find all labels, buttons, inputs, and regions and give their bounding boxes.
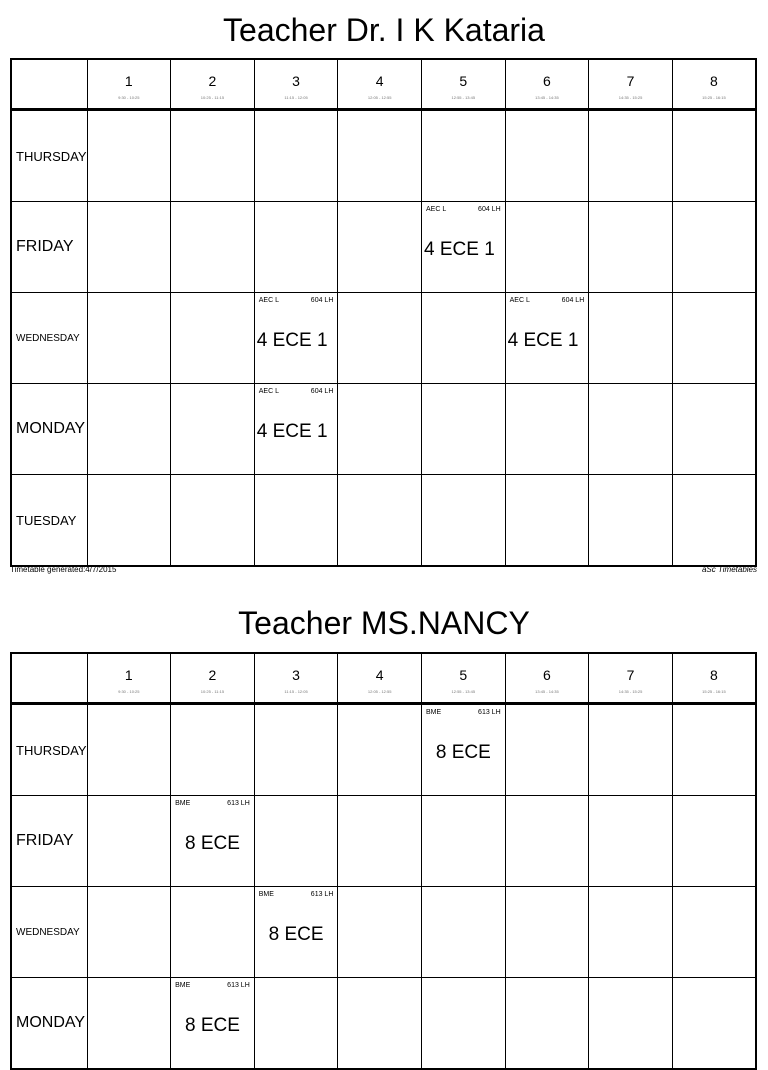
lesson-class: 8 ECE xyxy=(184,833,240,854)
empty-slot xyxy=(589,110,673,202)
period-header xyxy=(422,59,506,110)
empty-slot xyxy=(672,384,756,475)
timetable-grid xyxy=(10,652,757,1070)
empty-slot xyxy=(505,704,589,796)
period-number: 3 xyxy=(292,666,300,683)
empty-slot xyxy=(589,475,673,567)
period-header xyxy=(589,59,673,110)
period-header xyxy=(87,653,171,704)
empty-slot xyxy=(338,978,422,1070)
empty-slot xyxy=(422,384,506,475)
period-header xyxy=(87,59,171,110)
empty-slot xyxy=(254,475,338,567)
lesson-room: 604 LH xyxy=(561,297,585,304)
lesson-room: 613 LH xyxy=(227,800,250,807)
lesson-class: 8 ECE xyxy=(268,924,324,945)
period-header xyxy=(338,59,422,110)
empty-slot xyxy=(589,978,673,1070)
empty-slot xyxy=(171,110,255,202)
lesson-cell[interactable] xyxy=(422,704,506,796)
empty-slot xyxy=(87,978,171,1070)
empty-slot xyxy=(171,293,255,384)
empty-slot xyxy=(338,293,422,384)
period-header xyxy=(171,653,255,704)
lesson-cell[interactable] xyxy=(254,887,338,978)
day-row xyxy=(11,475,756,567)
empty-slot xyxy=(87,293,171,384)
lesson-room: 604 LH xyxy=(310,388,334,395)
empty-slot xyxy=(505,978,589,1070)
period-number: 8 xyxy=(710,666,718,683)
lesson-class: 4 ECE 1 xyxy=(256,330,328,351)
empty-slot xyxy=(589,293,673,384)
lesson-cell[interactable] xyxy=(505,293,589,384)
period-header xyxy=(171,59,255,110)
period-time: 14:35 - 15:25 xyxy=(618,94,643,100)
empty-slot xyxy=(171,202,255,293)
empty-slot xyxy=(254,978,338,1070)
day-row xyxy=(11,110,756,202)
day-row xyxy=(11,202,756,293)
period-time: 9:30 - 10:25 xyxy=(118,94,140,100)
lesson-cell[interactable] xyxy=(254,384,338,475)
period-number: 4 xyxy=(375,72,384,89)
day-row xyxy=(11,384,756,475)
lesson-subject: AEC L xyxy=(258,297,279,304)
period-time: 12:55 - 13:45 xyxy=(451,94,476,100)
period-time: 12:05 - 12:55 xyxy=(367,94,392,100)
empty-slot xyxy=(87,704,171,796)
empty-slot xyxy=(672,293,756,384)
period-header xyxy=(672,59,756,110)
timetable-grid xyxy=(10,58,757,567)
lesson-cell[interactable] xyxy=(422,202,506,293)
empty-slot xyxy=(338,202,422,293)
empty-slot xyxy=(171,475,255,567)
footer-generated-date: Timetable generated:4/7/2015 xyxy=(10,565,117,574)
day-label: FRIDAY xyxy=(11,202,87,293)
day-label: FRIDAY xyxy=(11,796,87,887)
empty-slot xyxy=(87,384,171,475)
lesson-room: 613 LH xyxy=(310,891,334,898)
day-label: MONDAY xyxy=(11,384,87,475)
lesson-class: 4 ECE 1 xyxy=(507,330,579,351)
period-time: 10:25 - 11:15 xyxy=(200,688,225,694)
period-header xyxy=(505,653,589,704)
empty-slot xyxy=(422,887,506,978)
period-number: 5 xyxy=(459,72,468,89)
lesson-subject: BME xyxy=(175,982,191,989)
empty-slot xyxy=(87,475,171,567)
day-label: MONDAY xyxy=(11,978,87,1070)
empty-slot xyxy=(589,887,673,978)
lesson-subject: AEC L xyxy=(426,206,447,213)
period-time: 13:45 - 14:35 xyxy=(535,94,559,100)
period-time: 9:30 - 10:25 xyxy=(118,688,140,694)
empty-slot xyxy=(254,110,338,202)
empty-slot xyxy=(589,704,673,796)
period-number: 4 xyxy=(375,666,384,683)
lesson-room: 604 LH xyxy=(310,297,334,304)
lesson-class: 8 ECE xyxy=(184,1015,240,1036)
empty-slot xyxy=(505,887,589,978)
lesson-room: 604 LH xyxy=(478,206,501,213)
day-row xyxy=(11,704,756,796)
period-number: 5 xyxy=(459,666,468,683)
period-number: 1 xyxy=(124,72,133,89)
lesson-room: 613 LH xyxy=(227,982,250,989)
period-number: 6 xyxy=(543,72,551,89)
empty-slot xyxy=(422,796,506,887)
empty-slot xyxy=(505,796,589,887)
day-row xyxy=(11,293,756,384)
period-header xyxy=(338,653,422,704)
empty-slot xyxy=(422,293,506,384)
period-number: 6 xyxy=(543,666,551,683)
empty-slot xyxy=(672,978,756,1070)
day-row xyxy=(11,978,756,1070)
empty-slot xyxy=(589,384,673,475)
period-header xyxy=(422,653,506,704)
period-time: 10:25 - 11:15 xyxy=(200,94,225,100)
lesson-room: 613 LH xyxy=(478,709,501,716)
footer-brand: aSc Timetables xyxy=(701,565,757,574)
day-row xyxy=(11,796,756,887)
empty-slot xyxy=(589,796,673,887)
empty-slot xyxy=(338,110,422,202)
empty-slot xyxy=(505,110,589,202)
empty-slot xyxy=(672,796,756,887)
empty-slot xyxy=(254,704,338,796)
day-label: WEDNESDAY xyxy=(11,293,87,384)
empty-slot xyxy=(422,475,506,567)
empty-slot xyxy=(672,475,756,567)
empty-slot xyxy=(87,110,171,202)
empty-slot xyxy=(171,887,255,978)
period-time: 11:15 - 12:05 xyxy=(284,94,308,100)
empty-slot xyxy=(87,887,171,978)
period-time: 15:25 - 16:15 xyxy=(702,94,726,100)
empty-slot xyxy=(505,475,589,567)
day-label: TUESDAY xyxy=(11,475,87,567)
period-header xyxy=(505,59,589,110)
timetable-title: Teacher MS.NANCY xyxy=(238,605,530,641)
period-header-row xyxy=(11,59,756,110)
period-header xyxy=(254,59,338,110)
period-header xyxy=(589,653,673,704)
day-label: THURSDAY xyxy=(11,110,87,202)
day-label: WEDNESDAY xyxy=(11,887,87,978)
empty-slot xyxy=(254,796,338,887)
period-time: 11:15 - 12:05 xyxy=(284,688,308,694)
lesson-cell[interactable] xyxy=(171,796,255,887)
empty-slot xyxy=(338,704,422,796)
empty-slot xyxy=(87,202,171,293)
empty-slot xyxy=(338,887,422,978)
empty-slot xyxy=(422,110,506,202)
period-number: 7 xyxy=(626,72,635,89)
empty-slot xyxy=(672,202,756,293)
lesson-class: 8 ECE xyxy=(435,742,491,763)
day-label: THURSDAY xyxy=(11,704,87,796)
empty-slot xyxy=(672,704,756,796)
empty-slot xyxy=(505,202,589,293)
lesson-class: 4 ECE 1 xyxy=(424,239,495,260)
corner-cell xyxy=(11,59,87,110)
empty-slot xyxy=(672,887,756,978)
day-row xyxy=(11,887,756,978)
period-number: 8 xyxy=(710,72,718,89)
period-time: 12:05 - 12:55 xyxy=(367,688,392,694)
period-header xyxy=(672,653,756,704)
period-number: 3 xyxy=(292,72,300,89)
empty-slot xyxy=(338,384,422,475)
period-time: 15:25 - 16:15 xyxy=(702,688,726,694)
lesson-subject: AEC L xyxy=(509,297,530,304)
period-number: 1 xyxy=(124,666,133,683)
lesson-subject: AEC L xyxy=(258,388,279,395)
lesson-subject: BME xyxy=(426,709,442,716)
period-header xyxy=(254,653,338,704)
period-number: 7 xyxy=(626,666,635,683)
empty-slot xyxy=(254,202,338,293)
period-time: 12:55 - 13:45 xyxy=(451,688,476,694)
lesson-cell[interactable] xyxy=(171,978,255,1070)
empty-slot xyxy=(505,384,589,475)
empty-slot xyxy=(171,704,255,796)
empty-slot xyxy=(422,978,506,1070)
period-time: 14:35 - 15:25 xyxy=(618,688,643,694)
period-time: 13:45 - 14:35 xyxy=(535,688,559,694)
empty-slot xyxy=(87,796,171,887)
period-number: 2 xyxy=(208,666,217,683)
empty-slot xyxy=(171,384,255,475)
period-number: 2 xyxy=(208,72,217,89)
lesson-class: 4 ECE 1 xyxy=(256,421,328,442)
timetable-title: Teacher Dr. I K Kataria xyxy=(223,12,545,48)
empty-slot xyxy=(338,796,422,887)
corner-cell xyxy=(11,653,87,704)
lesson-subject: BME xyxy=(258,891,274,898)
lesson-subject: BME xyxy=(175,800,191,807)
period-header-row xyxy=(11,653,756,704)
empty-slot xyxy=(672,110,756,202)
lesson-cell[interactable] xyxy=(254,293,338,384)
empty-slot xyxy=(589,202,673,293)
empty-slot xyxy=(338,475,422,567)
